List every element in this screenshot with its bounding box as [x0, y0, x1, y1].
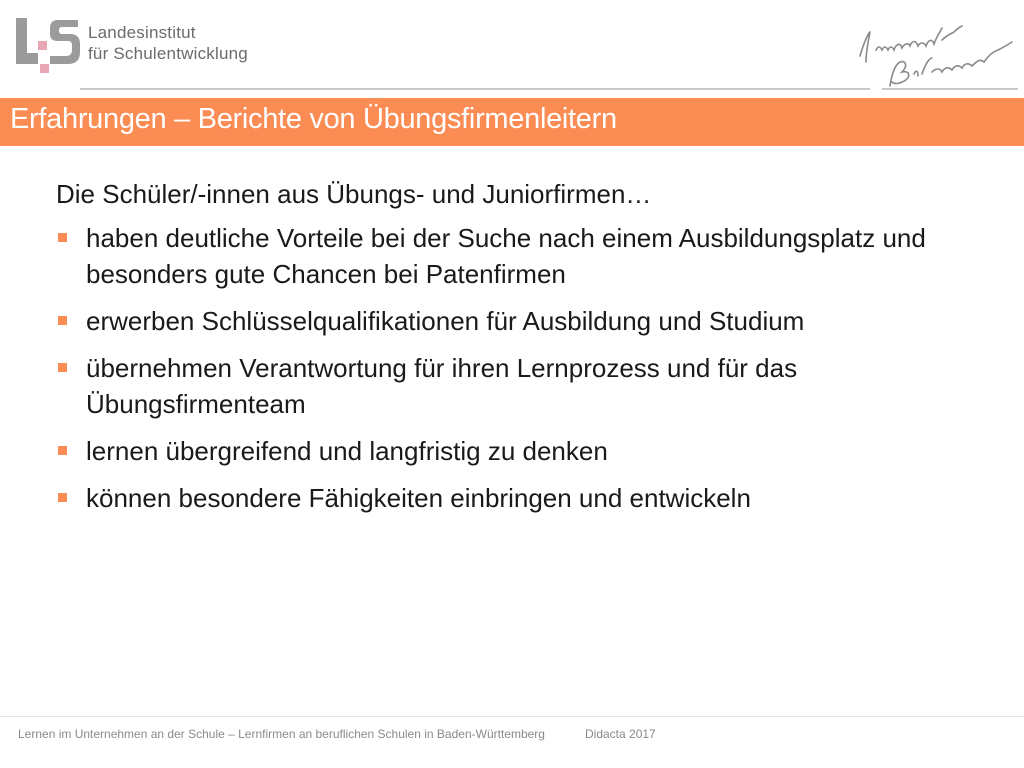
bullet-item — [56, 480, 986, 516]
bullet-item — [56, 433, 986, 469]
slide-title: Erfahrungen – Berichte von Übungsfirmenleitern — [10, 103, 617, 135]
bullet-text: haben deutliche Vorteile bei der Suche nach einem Ausbildungsplatz und besonders gute Chancen bei Patenfirmen — [86, 223, 926, 289]
organization-name-line2: für Schulentwicklung — [88, 44, 248, 63]
square-bullet-icon — [58, 493, 67, 502]
square-bullet-icon — [58, 316, 67, 325]
ls-logo — [14, 14, 80, 74]
slide-content — [56, 176, 986, 527]
square-bullet-icon — [58, 233, 67, 242]
footer-event: Didacta 2017 — [585, 727, 656, 741]
bullet-text: übernehmen Verantwortung für ihren Lernprozess und für das Übungsfirmenteam — [86, 353, 798, 419]
slide-header — [0, 0, 1024, 96]
bullet-item — [56, 220, 986, 292]
square-bullet-icon — [58, 363, 67, 372]
bullet-text: lernen übergreifend und langfristig zu denken — [86, 436, 608, 466]
bullet-list — [56, 220, 986, 516]
header-rule — [80, 88, 870, 90]
intro-text: Die Schüler/-innen aus Übungs- und Juniorfirmen… — [56, 179, 652, 209]
bullet-text: erwerben Schlüsselqualifikationen für Ausbildung und Studium — [86, 306, 805, 336]
footer-caption: Lernen im Unternehmen an der Schule – Lernfirmen an beruflichen Schulen in Baden-Württemberg — [18, 727, 545, 741]
square-bullet-icon — [58, 446, 67, 455]
bullet-text: können besondere Fähigkeiten einbringen und entwickeln — [86, 483, 751, 513]
organization-name-line1: Landesinstitut — [88, 23, 196, 42]
organization-name — [88, 22, 248, 64]
bullet-item — [56, 350, 986, 422]
footer-rule — [0, 716, 1024, 717]
bullet-item — [56, 303, 986, 339]
slogan-signature — [850, 12, 1020, 92]
